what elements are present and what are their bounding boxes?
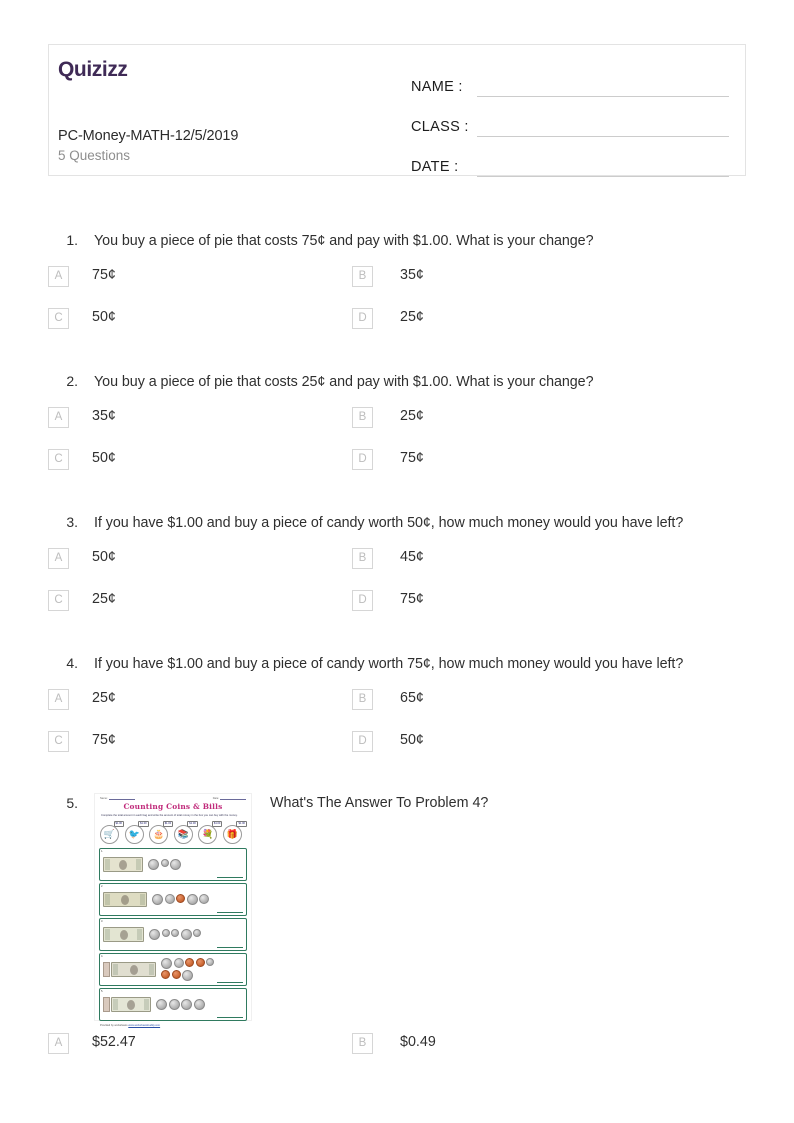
options-row [0,590,794,632]
page-title: PC-Money-MATH-12/5/2019 [58,128,239,144]
worksheet-row [99,883,247,916]
name-field-row [411,65,729,97]
options-grid [0,1033,794,1075]
dime-coin-icon [171,929,179,937]
date-input-line[interactable] [477,157,729,177]
worksheet-footer-link[interactable]: www.worksheetsbuddy.com [128,1024,161,1027]
nickel-coin-icon [199,894,209,904]
worksheet-rows [95,844,251,1021]
option-letter-d: D [352,590,373,611]
question-text: You buy a piece of pie that costs 25¢ and pay with $1.00. What is your change? [94,374,594,390]
option-b[interactable] [351,689,424,710]
nickel-coin-icon [174,958,184,968]
options-row [0,1033,794,1075]
date-field-row [411,145,729,177]
coin-group [156,999,214,1010]
penny-coin-icon [172,970,181,979]
two-dollar-bill-icon [111,962,156,977]
option-letter-c: C [48,731,69,752]
worksheet-date-blank [213,797,246,800]
date-field-label: DATE : [411,159,459,175]
option-label-b: 35¢ [400,267,424,283]
worksheet-header-card [48,44,746,176]
dime-coin-icon [161,859,169,867]
price-tag-2: $1.00 [140,822,147,825]
quarter-coin-icon [161,958,172,969]
worksheet-answer-line[interactable] [217,947,243,948]
option-c[interactable] [0,308,351,329]
coin-group [149,929,207,940]
question-block [0,231,794,350]
option-a[interactable] [0,266,351,287]
option-letter-a: A [48,689,69,710]
option-letter-a: A [48,266,69,287]
option-a[interactable] [0,1033,351,1054]
question-header [0,513,794,534]
wheelbarrow-glyph: 🛒 [100,825,119,844]
price-tag-5: $1.00 [213,822,221,825]
option-letter-c: C [48,449,69,470]
option-b[interactable] [351,407,424,428]
option-c[interactable] [0,731,351,752]
worksheet-row-number: 2. [101,885,104,888]
question-header [0,372,794,393]
quarter-coin-icon [194,999,205,1010]
worksheet-instructions: Complete the total amount in each bag and write the amount of total money in the box you can buy with the money. [101,814,238,817]
one-dollar-bill-icon [103,927,144,942]
worksheet-title: Counting Coins & Bills [123,802,223,811]
cake-icon [149,821,172,844]
option-b[interactable] [351,1033,436,1054]
option-label-b: 25¢ [400,408,424,424]
bill-edge-icon [103,962,110,977]
options-row [0,689,794,731]
option-label-c: 25¢ [92,591,116,607]
option-label-a: 50¢ [92,549,116,565]
option-letter-c: C [48,590,69,611]
option-label-a: 75¢ [92,267,116,283]
option-a[interactable] [0,689,351,710]
question-block [0,513,794,632]
wheelbarrow-icon [100,821,123,844]
worksheet-row-number: 3. [101,920,104,923]
quarter-coin-icon [170,859,181,870]
option-letter-b: B [352,689,373,710]
option-d[interactable] [351,590,424,611]
flower-basket-glyph: 💐 [198,825,217,844]
five-dollar-bill-icon [103,857,143,872]
penny-coin-icon [161,970,170,979]
question-number: 3. [66,514,78,530]
worksheet-name-label: Name: [100,797,108,800]
worksheet-row [99,848,247,881]
option-letter-a: A [48,548,69,569]
bird-icon [125,821,148,844]
coin-group [152,894,210,905]
option-label-d: 75¢ [400,450,424,466]
option-c[interactable] [0,449,351,470]
question-number: 5. [66,795,78,811]
worksheet-footer-text: Provided by worksheets [100,1024,128,1027]
coin-group [148,859,206,870]
options-row [0,407,794,449]
price-tag-6: $1.00 [238,822,245,825]
options-grid [0,689,794,773]
option-letter-d: D [352,449,373,470]
quarter-coin-icon [187,894,198,905]
penny-coin-icon [176,894,185,903]
question-header [0,793,794,1027]
option-label-d: 75¢ [400,591,424,607]
quarter-coin-icon [156,999,167,1010]
question-text: What's The Answer To Problem 4? [270,795,489,811]
option-label-c: 50¢ [92,309,116,325]
gift-basket-glyph: 🎁 [223,825,242,844]
option-label-a: $52.47 [92,1034,136,1050]
option-letter-b: B [352,266,373,287]
options-row [0,449,794,491]
question-block [0,793,794,1075]
option-label-d: 25¢ [400,309,424,325]
option-label-c: 75¢ [92,732,116,748]
dime-coin-icon [206,958,214,966]
class-field-row [411,105,729,137]
option-label-b: $0.49 [400,1034,436,1050]
question-text: You buy a piece of pie that costs 75¢ and pay with $1.00. What is your change? [94,233,594,249]
question-image [94,793,252,1027]
price-tag-1: $1.00 [115,822,122,825]
quarter-coin-icon [181,999,192,1010]
counting-coins-worksheet-image [94,793,252,1027]
quarter-coin-icon [181,929,192,940]
bill-edge-icon [103,997,110,1012]
quarter-coin-icon [152,894,163,905]
option-letter-d: D [352,731,373,752]
options-row [0,731,794,773]
class-input-line[interactable] [477,117,729,137]
one-dollar-bill-icon [111,997,151,1012]
option-a[interactable] [0,407,351,428]
worksheet-row-number: 5. [101,990,104,993]
quarter-coin-icon [169,999,180,1010]
question-text: If you have $1.00 and buy a piece of candy worth 75¢, how much money would you have left? [94,656,684,672]
books-glyph: 📚 [174,825,193,844]
five-dollar-bill-icon [103,892,147,907]
price-tag-4: $1.00 [189,822,196,825]
options-grid [0,266,794,350]
name-input-line[interactable] [477,77,729,97]
option-label-b: 65¢ [400,690,424,706]
class-field-label: CLASS : [411,119,469,135]
nickel-coin-icon [165,894,175,904]
option-d[interactable] [351,308,424,329]
option-label-b: 45¢ [400,549,424,565]
question-header [0,654,794,675]
bird-glyph: 🐦 [125,825,144,844]
option-b[interactable] [351,548,424,569]
option-letter-b: B [352,407,373,428]
option-d[interactable] [351,731,424,752]
penny-coin-icon [196,958,205,967]
dime-coin-icon [162,929,170,937]
question-number: 2. [66,373,78,389]
question-number: 4. [66,655,78,671]
question-block [0,654,794,773]
worksheet-name-date-line [95,794,251,800]
question-block [0,372,794,491]
header-left-panel [49,45,401,175]
dime-coin-icon [193,929,201,937]
option-label-c: 50¢ [92,450,116,466]
question-header [0,231,794,252]
name-field-label: NAME : [411,79,463,95]
flower-basket-icon [198,821,221,844]
options-grid [0,548,794,632]
option-letter-b: B [352,548,373,569]
worksheet-row-number: 4. [101,955,104,958]
worksheet-row [99,918,247,951]
worksheet-footer [95,1023,251,1027]
quizizz-logo: Quizizz [58,58,128,81]
worksheet-row [99,953,247,986]
options-row [0,266,794,308]
quarter-coin-icon [182,970,193,981]
worksheet-answer-line[interactable] [217,912,243,913]
worksheet-answer-line[interactable] [217,1017,243,1018]
worksheet-row [99,988,247,1021]
worksheet-row-number: 1. [101,850,104,853]
option-label-a: 25¢ [92,690,116,706]
penny-coin-icon [185,958,194,967]
option-a[interactable] [0,548,351,569]
cake-glyph: 🎂 [149,825,168,844]
price-tag-3: $1.00 [164,822,172,825]
option-label-d: 50¢ [400,732,424,748]
option-letter-a: A [48,1033,69,1054]
quarter-coin-icon [149,929,160,940]
worksheet-answer-line[interactable] [217,982,243,983]
coin-group [161,958,219,982]
option-c[interactable] [0,590,351,611]
option-letter-d: D [352,308,373,329]
question-number: 1. [66,232,78,248]
options-row [0,308,794,350]
worksheet-answer-line[interactable] [217,877,243,878]
options-grid [0,407,794,491]
questions-list [0,231,794,1075]
worksheet-price-icons-row [95,818,251,844]
worksheet-name-blank [100,797,135,800]
option-letter-a: A [48,407,69,428]
question-text: If you have $1.00 and buy a piece of candy worth 50¢, how much money would you have left? [94,515,684,531]
student-info-fields [401,45,745,175]
option-letter-b: B [352,1033,373,1054]
option-letter-c: C [48,308,69,329]
options-row [0,548,794,590]
quarter-coin-icon [148,859,159,870]
gift-basket-icon [223,821,246,844]
option-label-a: 35¢ [92,408,116,424]
option-d[interactable] [351,449,424,470]
question-count-label: 5 Questions [58,148,131,163]
option-b[interactable] [351,266,424,287]
worksheet-date-label: Date: [212,797,219,800]
books-icon [174,821,197,844]
